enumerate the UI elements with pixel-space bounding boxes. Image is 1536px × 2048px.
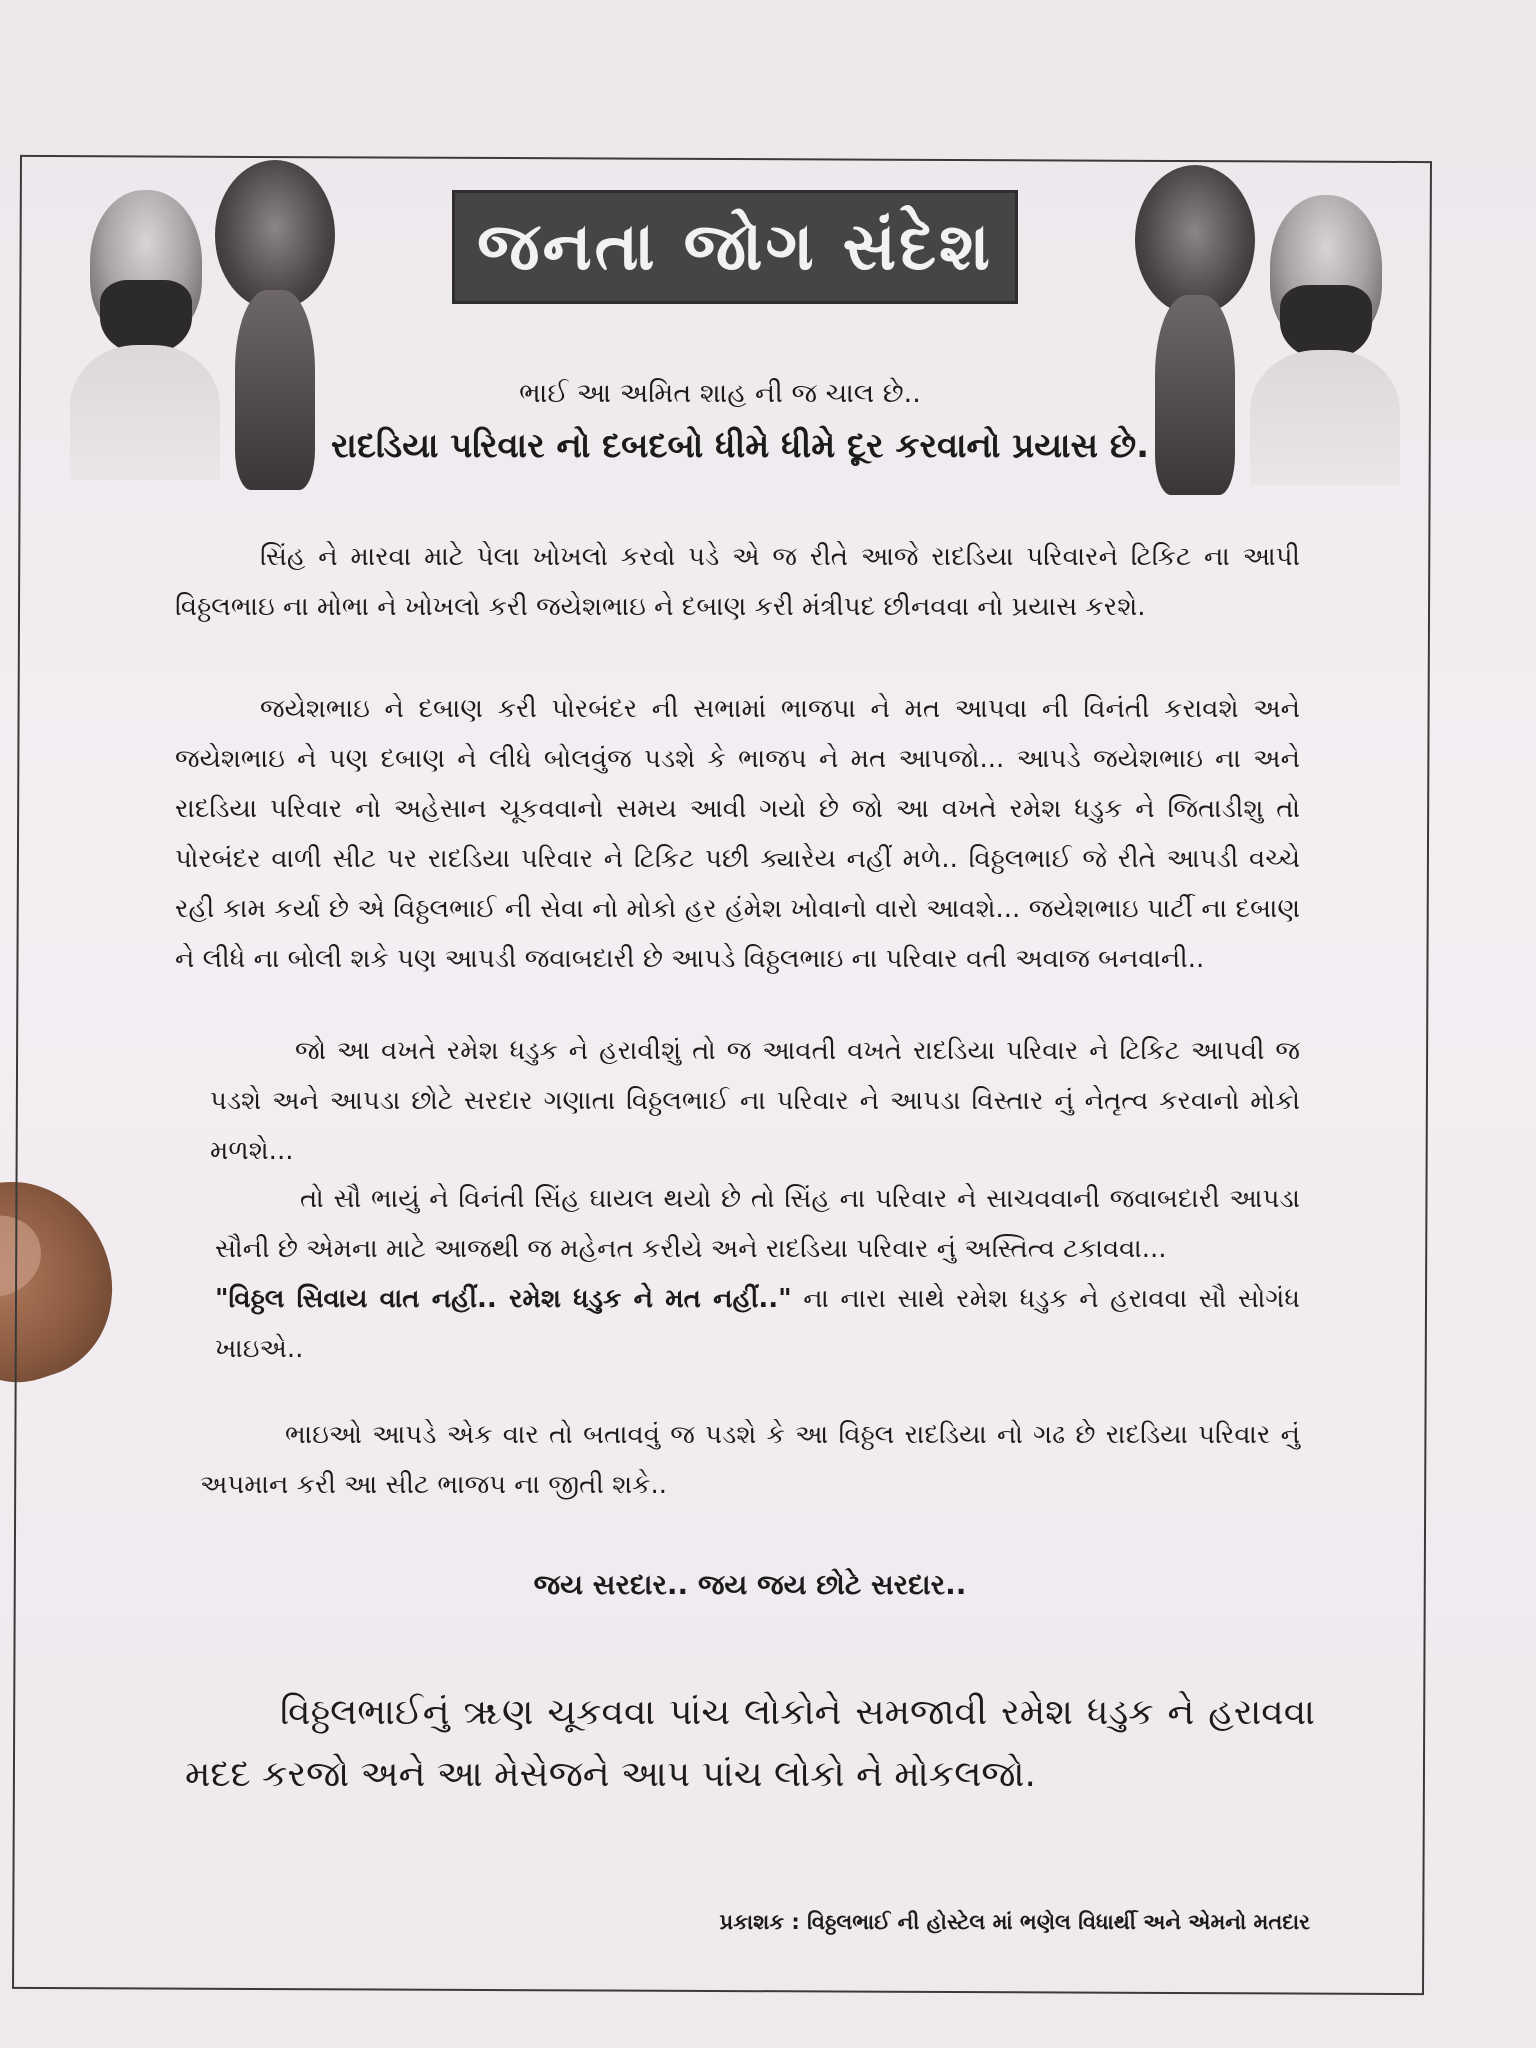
paragraph-4-tail: ના નારા સાથે રમેશ ધડુક ને હરાવવા સૌ સોગંધ ખાઇએ.. bbox=[215, 1284, 1301, 1364]
closing-slogan: જય સરદાર.. જય જય છોટે સરદાર.. bbox=[533, 1568, 967, 1601]
paragraph-2: જયેશભાઇ ને દબાણ કરી પોરબંદર ની સભામાં ભાજપા ને મત આપવા ની વિનંતી કરાવશે અને જયેશભાઇ ને પણ દબાણ ને લીધે બોલવુંજ પડશે કે ભાજપ ને મત આપજો... આપડે જયેશભાઇ ના અને રાદડિયા પરિવાર નો અહેસાન ચૂકવવાનો સમય આવી ગયો છે જો આ વખતે રમેશ ધડુક ને જિતાડીશુ તો પોરબંદર વાળી સીટ પર રાદડિયા પરિવાર ને ટિકિટ પછી ક્યારેય નહીં મળે.. વિઠ્ઠલભાઈ જે રીતે આપડી વચ્ચે રહી કામ કર્યા છે એ વિઠ્ઠલભાઈ ની સેવા નો મોકો હર હંમેશ ખોવાનો વારો આવશે... જયેશભાઇ પાર્ટી ના દબાણ ને લીધે ના બોલી શકે પણ આપડી જવાબદારી છે આપડે વિઠ્ઠલભાઇ ના પરિવાર વતી અવાજ બનવાની.. bbox=[175, 694, 1300, 974]
portrait-beard bbox=[1280, 285, 1372, 360]
paragraph-1: સિંહ ને મારવા માટે પેલા ખોખલો કરવો પડે એ જ રીતે આજે રાદડિયા પરિવારને ટિકિટ ના આપી વિઠ્ઠલભાઇ ના મોભા ને ખોખલો કરી જયેશભાઇ ને દબાણ કરી મંત્રીપદ છીનવવા નો પ્રયાસ કરશે. bbox=[175, 542, 1300, 622]
appeal-text: વિઠ્ઠલભાઈનું ૠણ ચૂકવવા પાંચ લોકોને સમજાવી રમેશ ધડુક ને હરાવવા મદદ કરજો અને આ મેસેજને આપ પાંચ લોકો ને મોકલજો. bbox=[185, 1692, 1315, 1795]
paragraph-4 bbox=[215, 1174, 1300, 1374]
paragraph-4-text: તો સૌ ભાયું ને વિનંતી સિંહ ઘાયલ થયો છે તો સિંહ ના પરિવાર ને સાચવવાની જવાબદારી આપડા સૌની છે એમના માટે આજથી જ મહેનત કરીયે અને રાદડિયા પરિવાર નું અસ્તિત્વ ટકાવવા... bbox=[215, 1184, 1300, 1264]
paragraph-3: જો આ વખતે રમેશ ધડુક ને હરાવીશું તો જ આવતી વખતે રાદડિયા પરિવાર ને ટિકિટ આપવી જ પડશે અને આપડા છોટે સરદાર ગણાતા વિઠ્ઠલભાઈ ના પરિવાર ને આપડા વિસ્તાર નું નેતૃત્વ કરવાનો મોકો મળશે... bbox=[210, 1036, 1300, 1166]
page-title: જનતા જોગ સંદેશ bbox=[452, 190, 1018, 304]
headline: રાદડિયા પરિવાર નો દબદબો ધીમે ધીમે દૂર કરવાનો પ્રયાસ છે. bbox=[330, 426, 1150, 466]
lion-mane bbox=[1135, 165, 1255, 315]
slogan-quote: "વિઠ્ઠલ સિવાય વાત નહીં.. રમેશ ધડુક ને મત નહીં.." bbox=[215, 1284, 792, 1314]
lion-mane bbox=[215, 160, 335, 310]
publisher-credit: પ્રકાશક : વિઠ્ઠલભાઈ ની હોસ્ટેલ માં ભણેલ વિધાર્થી અને એમનો મતદાર bbox=[719, 1910, 1310, 1934]
portrait-beard bbox=[100, 280, 192, 355]
subtitle: ભાઈ આ અમિત શાહ ની જ ચાલ છે.. bbox=[519, 378, 921, 409]
paragraph-5: ભાઇઓ આપડે એક વાર તો બતાવવું જ પડશે કે આ વિઠ્ઠલ રાદડિયા નો ગઢ છે રાદડિયા પરિવાર નું અપમાન કરી આ સીટ ભાજપ ના જીતી શકે.. bbox=[200, 1420, 1300, 1500]
